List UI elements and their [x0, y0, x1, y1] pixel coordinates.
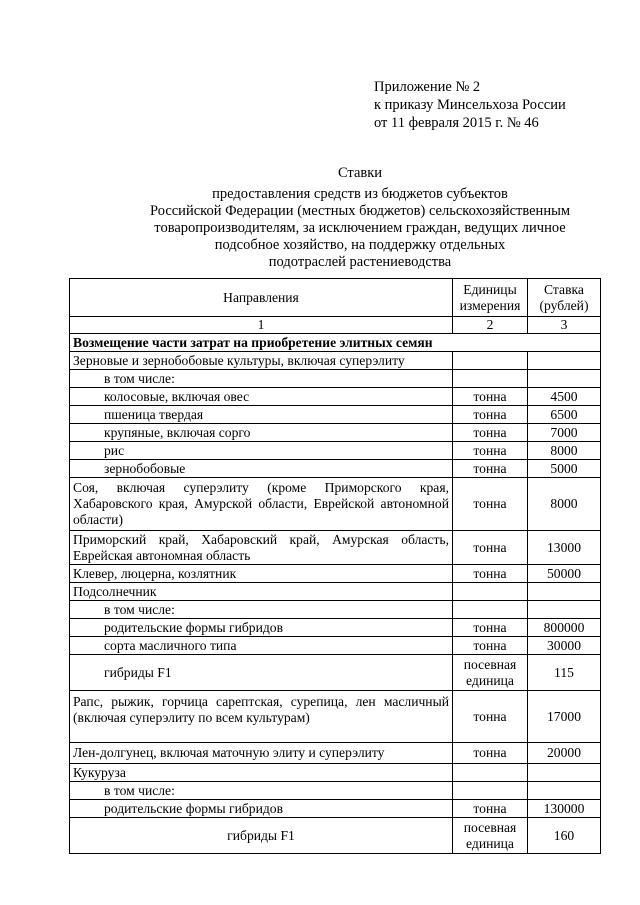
row-unit: посевная единица [453, 818, 528, 854]
row-name: рис [70, 442, 453, 460]
row-name: зернобобовые [70, 460, 453, 478]
table-row [70, 565, 601, 583]
row-unit: тонна [453, 691, 528, 743]
row-unit: тонна [453, 565, 528, 583]
row-rate: 6500 [528, 406, 601, 424]
column-number: 1 [70, 317, 453, 334]
row-name: Зерновые и зернобобовые культуры, включая суперэлиту [70, 352, 453, 370]
row-name: Клевер, люцерна, козлятник [70, 565, 453, 583]
row-name: родительские формы гибридов [70, 800, 453, 818]
heading-line: предоставления средств из бюджетов субъектов [212, 186, 508, 202]
section-row [70, 334, 601, 352]
table-row [70, 655, 601, 691]
table-row [70, 818, 601, 854]
document-heading [70, 165, 640, 271]
row-unit: тонна [453, 619, 528, 637]
table-row [70, 782, 601, 800]
row-unit: посевная единица [453, 655, 528, 691]
row-rate: 130000 [528, 800, 601, 818]
row-rate [528, 583, 601, 601]
heading-line: подотраслей растениеводства [268, 254, 452, 270]
appendix-number: Приложение № 2 [374, 79, 481, 95]
row-rate: 17000 [528, 691, 601, 743]
row-name: гибриды F1 [70, 818, 453, 854]
row-name: в том числе: [70, 782, 453, 800]
row-unit: тонна [453, 406, 528, 424]
row-rate [528, 764, 601, 782]
row-unit: тонна [453, 442, 528, 460]
row-rate: 50000 [528, 565, 601, 583]
row-unit [453, 370, 528, 388]
table-row [70, 406, 601, 424]
row-name: сорта масличного типа [70, 637, 453, 655]
row-unit: тонна [453, 637, 528, 655]
table-row [70, 691, 601, 743]
table-row [70, 370, 601, 388]
table-row [70, 460, 601, 478]
row-name: родительские формы гибридов [70, 619, 453, 637]
row-name: в том числе: [70, 370, 453, 388]
row-unit: тонна [453, 531, 528, 565]
row-rate: 115 [528, 655, 601, 691]
row-unit: тонна [453, 424, 528, 442]
row-rate: 8000 [528, 478, 601, 531]
table-row [70, 764, 601, 782]
row-rate: 8000 [528, 442, 601, 460]
row-unit: тонна [453, 743, 528, 764]
row-rate [528, 782, 601, 800]
row-name: Лен-долгунец, включая маточную элиту и суперэлиту [70, 743, 453, 764]
header-row [70, 279, 601, 317]
row-name: пшеница твердая [70, 406, 453, 424]
row-unit [453, 782, 528, 800]
header-direction: Направления [70, 279, 453, 317]
table-row [70, 637, 601, 655]
table-row [70, 601, 601, 619]
row-unit [453, 601, 528, 619]
row-unit [453, 352, 528, 370]
row-rate: 160 [528, 818, 601, 854]
table-row [70, 743, 601, 764]
heading-line: Российской Федерации (местных бюджетов) сельскохозяйственным [150, 203, 570, 219]
header-units: Единицы измерения [453, 279, 528, 317]
appendix-order: к приказу Минсельхоза России [374, 97, 566, 113]
rates-table [69, 278, 601, 854]
row-rate: 13000 [528, 531, 601, 565]
row-unit: тонна [453, 478, 528, 531]
row-rate: 20000 [528, 743, 601, 764]
row-rate: 800000 [528, 619, 601, 637]
table-row [70, 352, 601, 370]
row-name: колосовые, включая овес [70, 388, 453, 406]
header-rate: Ставка (рублей) [528, 279, 601, 317]
table-row [70, 619, 601, 637]
column-number-row [70, 317, 601, 334]
column-number: 2 [453, 317, 528, 334]
row-name: крупяные, включая сорго [70, 424, 453, 442]
column-number: 3 [528, 317, 601, 334]
section-title: Возмещение части затрат на приобретение элитных семян [70, 334, 601, 352]
appendix-reference [374, 78, 566, 132]
table-row [70, 424, 601, 442]
table-row [70, 531, 601, 565]
row-unit: тонна [453, 800, 528, 818]
row-rate [528, 601, 601, 619]
table-row [70, 442, 601, 460]
row-unit [453, 764, 528, 782]
table-row [70, 800, 601, 818]
row-name: Соя, включая суперэлиту (кроме Приморского края, Хабаровского края, Амурской области, Еврейской автономной области) [70, 478, 453, 531]
row-rate: 30000 [528, 637, 601, 655]
row-name: в том числе: [70, 601, 453, 619]
heading-line: товаропроизводителям, за исключением граждан, ведущих личное [154, 220, 566, 236]
row-name: Рапс, рыжик, горчица сарептская, сурепица, лен масличный (включая суперэлиту по всем культурам) [70, 691, 453, 743]
document-title: Ставки [337, 165, 383, 181]
row-name: Приморский край, Хабаровский край, Амурская область, Еврейская автономная область [70, 531, 453, 565]
row-unit: тонна [453, 460, 528, 478]
row-unit [453, 583, 528, 601]
table-row [70, 478, 601, 531]
row-rate [528, 370, 601, 388]
row-name: Подсолнечник [70, 583, 453, 601]
row-name: Кукуруза [70, 764, 453, 782]
heading-line: подсобное хозяйство, на поддержку отдельных [214, 237, 506, 253]
row-rate [528, 352, 601, 370]
appendix-date: от 11 февраля 2015 г. № 46 [374, 115, 539, 131]
table-row [70, 583, 601, 601]
row-rate: 7000 [528, 424, 601, 442]
row-rate: 5000 [528, 460, 601, 478]
row-unit: тонна [453, 388, 528, 406]
table-row [70, 388, 601, 406]
row-name: гибриды F1 [70, 655, 453, 691]
row-rate: 4500 [528, 388, 601, 406]
